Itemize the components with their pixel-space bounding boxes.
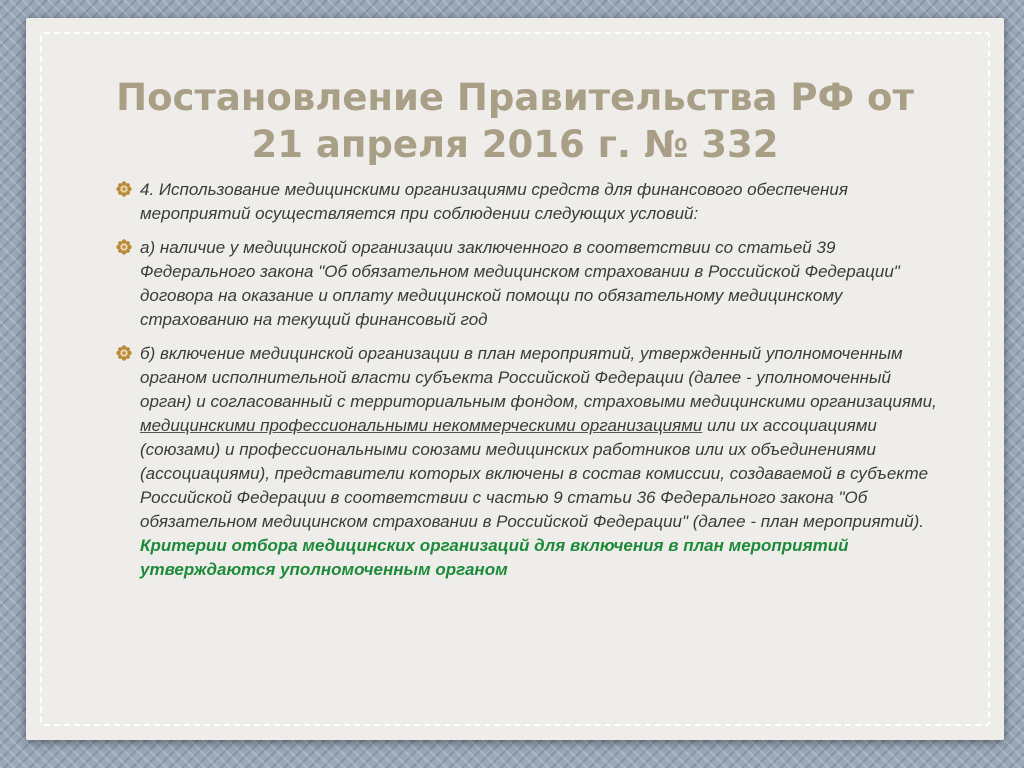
bullet-text-before: б) включение медицинской организации в план мероприятий, утвержденный уполномоченным органом исполнительной власти субъекта Российской Федерации (далее - уполномоченный орган) и согласованный с территориальным фондом, страховыми медицинскими организациями, [140, 344, 937, 411]
bullet-item-condition-b [112, 342, 942, 582]
slide [26, 18, 1004, 740]
bullet-item-condition-a [112, 236, 942, 332]
highlighted-criteria-text: Критерии отбора медицинских организаций для включения в план мероприятий утверждаются уполномоченным органом [140, 536, 849, 579]
gear-flower-bullet-icon [116, 345, 132, 361]
bullet-item-condition-intro [112, 178, 942, 226]
slide-body [112, 178, 942, 582]
gear-flower-bullet-icon [116, 181, 132, 197]
title-line-1: Постановление Правительства РФ от [116, 76, 914, 119]
bullet-text: а) наличие у медицинской организации заключенного в соответствии со статьей 39 Федерального закона "Об обязательном медицинском страховании в Российской Федерации" договора на оказание и оплату медицинской помощи по обязательному медицинскому страхованию на текущий финансовый год [140, 238, 900, 329]
bullet-text: 4. Использование медицинскими организациями средств для финансового обеспечения мероприятий осуществляется при соблюдении следующих условий: [140, 180, 848, 223]
underlined-text: медицинскими профессиональными некоммерческими организациями [140, 416, 703, 435]
title-line-2: 21 апреля 2016 г. № 332 [251, 123, 779, 166]
bullet-text-after: или их ассоциациями (союзами) и профессиональными союзами медицинских работников или их объединениями (ассоциациями), представители которых включены в состав комиссии, создаваемой в субъекте Российской Федерации в соответствии с частью 9 статьи 36 Федерального закона "Об обязательном медицинском страховании в Российской Федерации" (далее - план мероприятий). [140, 416, 929, 531]
gear-flower-bullet-icon [116, 239, 132, 255]
slide-title [66, 74, 964, 168]
